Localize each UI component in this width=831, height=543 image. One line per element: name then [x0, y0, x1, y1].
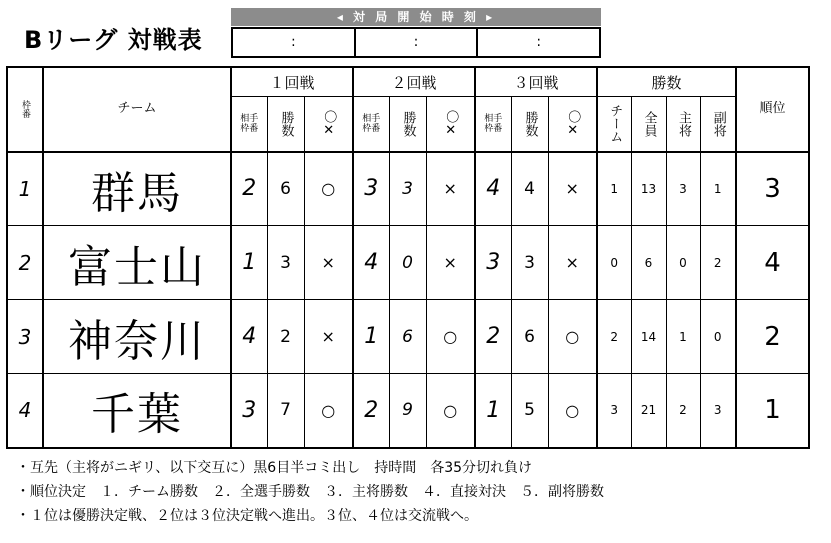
header-result: 〇✕ [426, 97, 475, 152]
round-result: ○ [304, 152, 353, 226]
round-wins: 3 [267, 226, 304, 300]
header-sub-captain: 主将 [666, 97, 700, 152]
header-round-2: ２回戦 [353, 67, 475, 97]
round-result: ○ [548, 300, 597, 374]
header-opp: 相手枠番 [353, 97, 389, 152]
header-round-3: ３回戦 [475, 67, 597, 97]
round-wins: 9 [389, 374, 426, 448]
opponent-number: 2 [475, 300, 511, 374]
row-number: 4 [7, 374, 43, 448]
opponent-number: 4 [475, 152, 511, 226]
all-wins: 21 [631, 374, 666, 448]
rank: 3 [736, 152, 809, 226]
round-result: ○ [426, 374, 475, 448]
results-table [6, 66, 810, 449]
header-result: 〇✕ [304, 97, 353, 152]
opponent-number: 2 [353, 374, 389, 448]
team-wins: 2 [597, 300, 631, 374]
page-title: Bリーグ 対戦表 [24, 26, 203, 54]
table-row [7, 374, 809, 448]
header-result: 〇✕ [548, 97, 597, 152]
round-wins: 4 [511, 152, 548, 226]
captain-wins: 2 [666, 374, 700, 448]
round-wins: 3 [389, 152, 426, 226]
vice-wins: 0 [700, 300, 736, 374]
header-opp: 相手枠番 [475, 97, 511, 152]
team-name: 千葉 [43, 374, 231, 448]
header-sub-all: 全員 [631, 97, 666, 152]
round-wins: 2 [267, 300, 304, 374]
opponent-number: 3 [353, 152, 389, 226]
team-name: 神奈川 [43, 300, 231, 374]
captain-wins: 0 [666, 226, 700, 300]
table-row [7, 152, 809, 226]
start-time-cell: : [476, 27, 601, 58]
all-wins: 14 [631, 300, 666, 374]
round-wins: 5 [511, 374, 548, 448]
team-wins: 0 [597, 226, 631, 300]
row-number: 1 [7, 152, 43, 226]
round-result: ○ [548, 374, 597, 448]
note-line: ・順位決定 １．チーム勝数 ２．全選手勝数 ３．主将勝数 ４．直接対決 ５．副将勝数 [16, 484, 604, 500]
round-wins: 6 [389, 300, 426, 374]
opponent-number: 1 [475, 374, 511, 448]
header-sub-team: チーム [597, 97, 631, 152]
header-rank: 順位 [736, 67, 809, 152]
header-team: チーム [43, 67, 231, 152]
round-wins: 0 [389, 226, 426, 300]
all-wins: 13 [631, 152, 666, 226]
round-result: × [548, 152, 597, 226]
header-round-1: １回戦 [231, 67, 353, 97]
row-number: 2 [7, 226, 43, 300]
rank: 4 [736, 226, 809, 300]
opponent-number: 4 [231, 300, 267, 374]
start-time-label: ◂ 対 局 開 始 時 刻 ▸ [231, 8, 601, 26]
header-wins: 勝数 [267, 97, 304, 152]
header-sub-vice: 副将 [700, 97, 736, 152]
team-name: 群馬 [43, 152, 231, 226]
team-wins: 3 [597, 374, 631, 448]
table-row [7, 300, 809, 374]
round-result: ○ [426, 300, 475, 374]
opponent-number: 3 [231, 374, 267, 448]
header-opp: 相手枠番 [231, 97, 267, 152]
start-time-cell: : [231, 27, 354, 58]
rank: 1 [736, 374, 809, 448]
vice-wins: 3 [700, 374, 736, 448]
opponent-number: 4 [353, 226, 389, 300]
opponent-number: 3 [475, 226, 511, 300]
round-result: × [426, 152, 475, 226]
note-line: ・１位は優勝決定戦、２位は３位決定戦へ進出。３位、４位は交流戦へ。 [16, 508, 478, 524]
round-result: ○ [304, 374, 353, 448]
round-wins: 6 [511, 300, 548, 374]
round-result: × [426, 226, 475, 300]
round-wins: 7 [267, 374, 304, 448]
opponent-number: 1 [231, 226, 267, 300]
header-wins: 勝数 [511, 97, 548, 152]
rank: 2 [736, 300, 809, 374]
start-time-cell: : [354, 27, 477, 58]
header-win-count: 勝数 [597, 67, 736, 97]
vice-wins: 1 [700, 152, 736, 226]
all-wins: 6 [631, 226, 666, 300]
table-row [7, 226, 809, 300]
captain-wins: 1 [666, 300, 700, 374]
notes [16, 456, 604, 528]
captain-wins: 3 [666, 152, 700, 226]
header-wins: 勝数 [389, 97, 426, 152]
header-waku: 枠番 [7, 67, 43, 152]
start-time-box [231, 8, 601, 58]
vice-wins: 2 [700, 226, 736, 300]
opponent-number: 1 [353, 300, 389, 374]
round-result: × [304, 226, 353, 300]
opponent-number: 2 [231, 152, 267, 226]
round-result: × [548, 226, 597, 300]
team-wins: 1 [597, 152, 631, 226]
row-number: 3 [7, 300, 43, 374]
round-result: × [304, 300, 353, 374]
note-line: ・互先（主将がニギリ、以下交互に）黒6目半コミ出し 持時間 各35分切れ負け [16, 460, 533, 476]
round-wins: 6 [267, 152, 304, 226]
round-wins: 3 [511, 226, 548, 300]
team-name: 富士山 [43, 226, 231, 300]
